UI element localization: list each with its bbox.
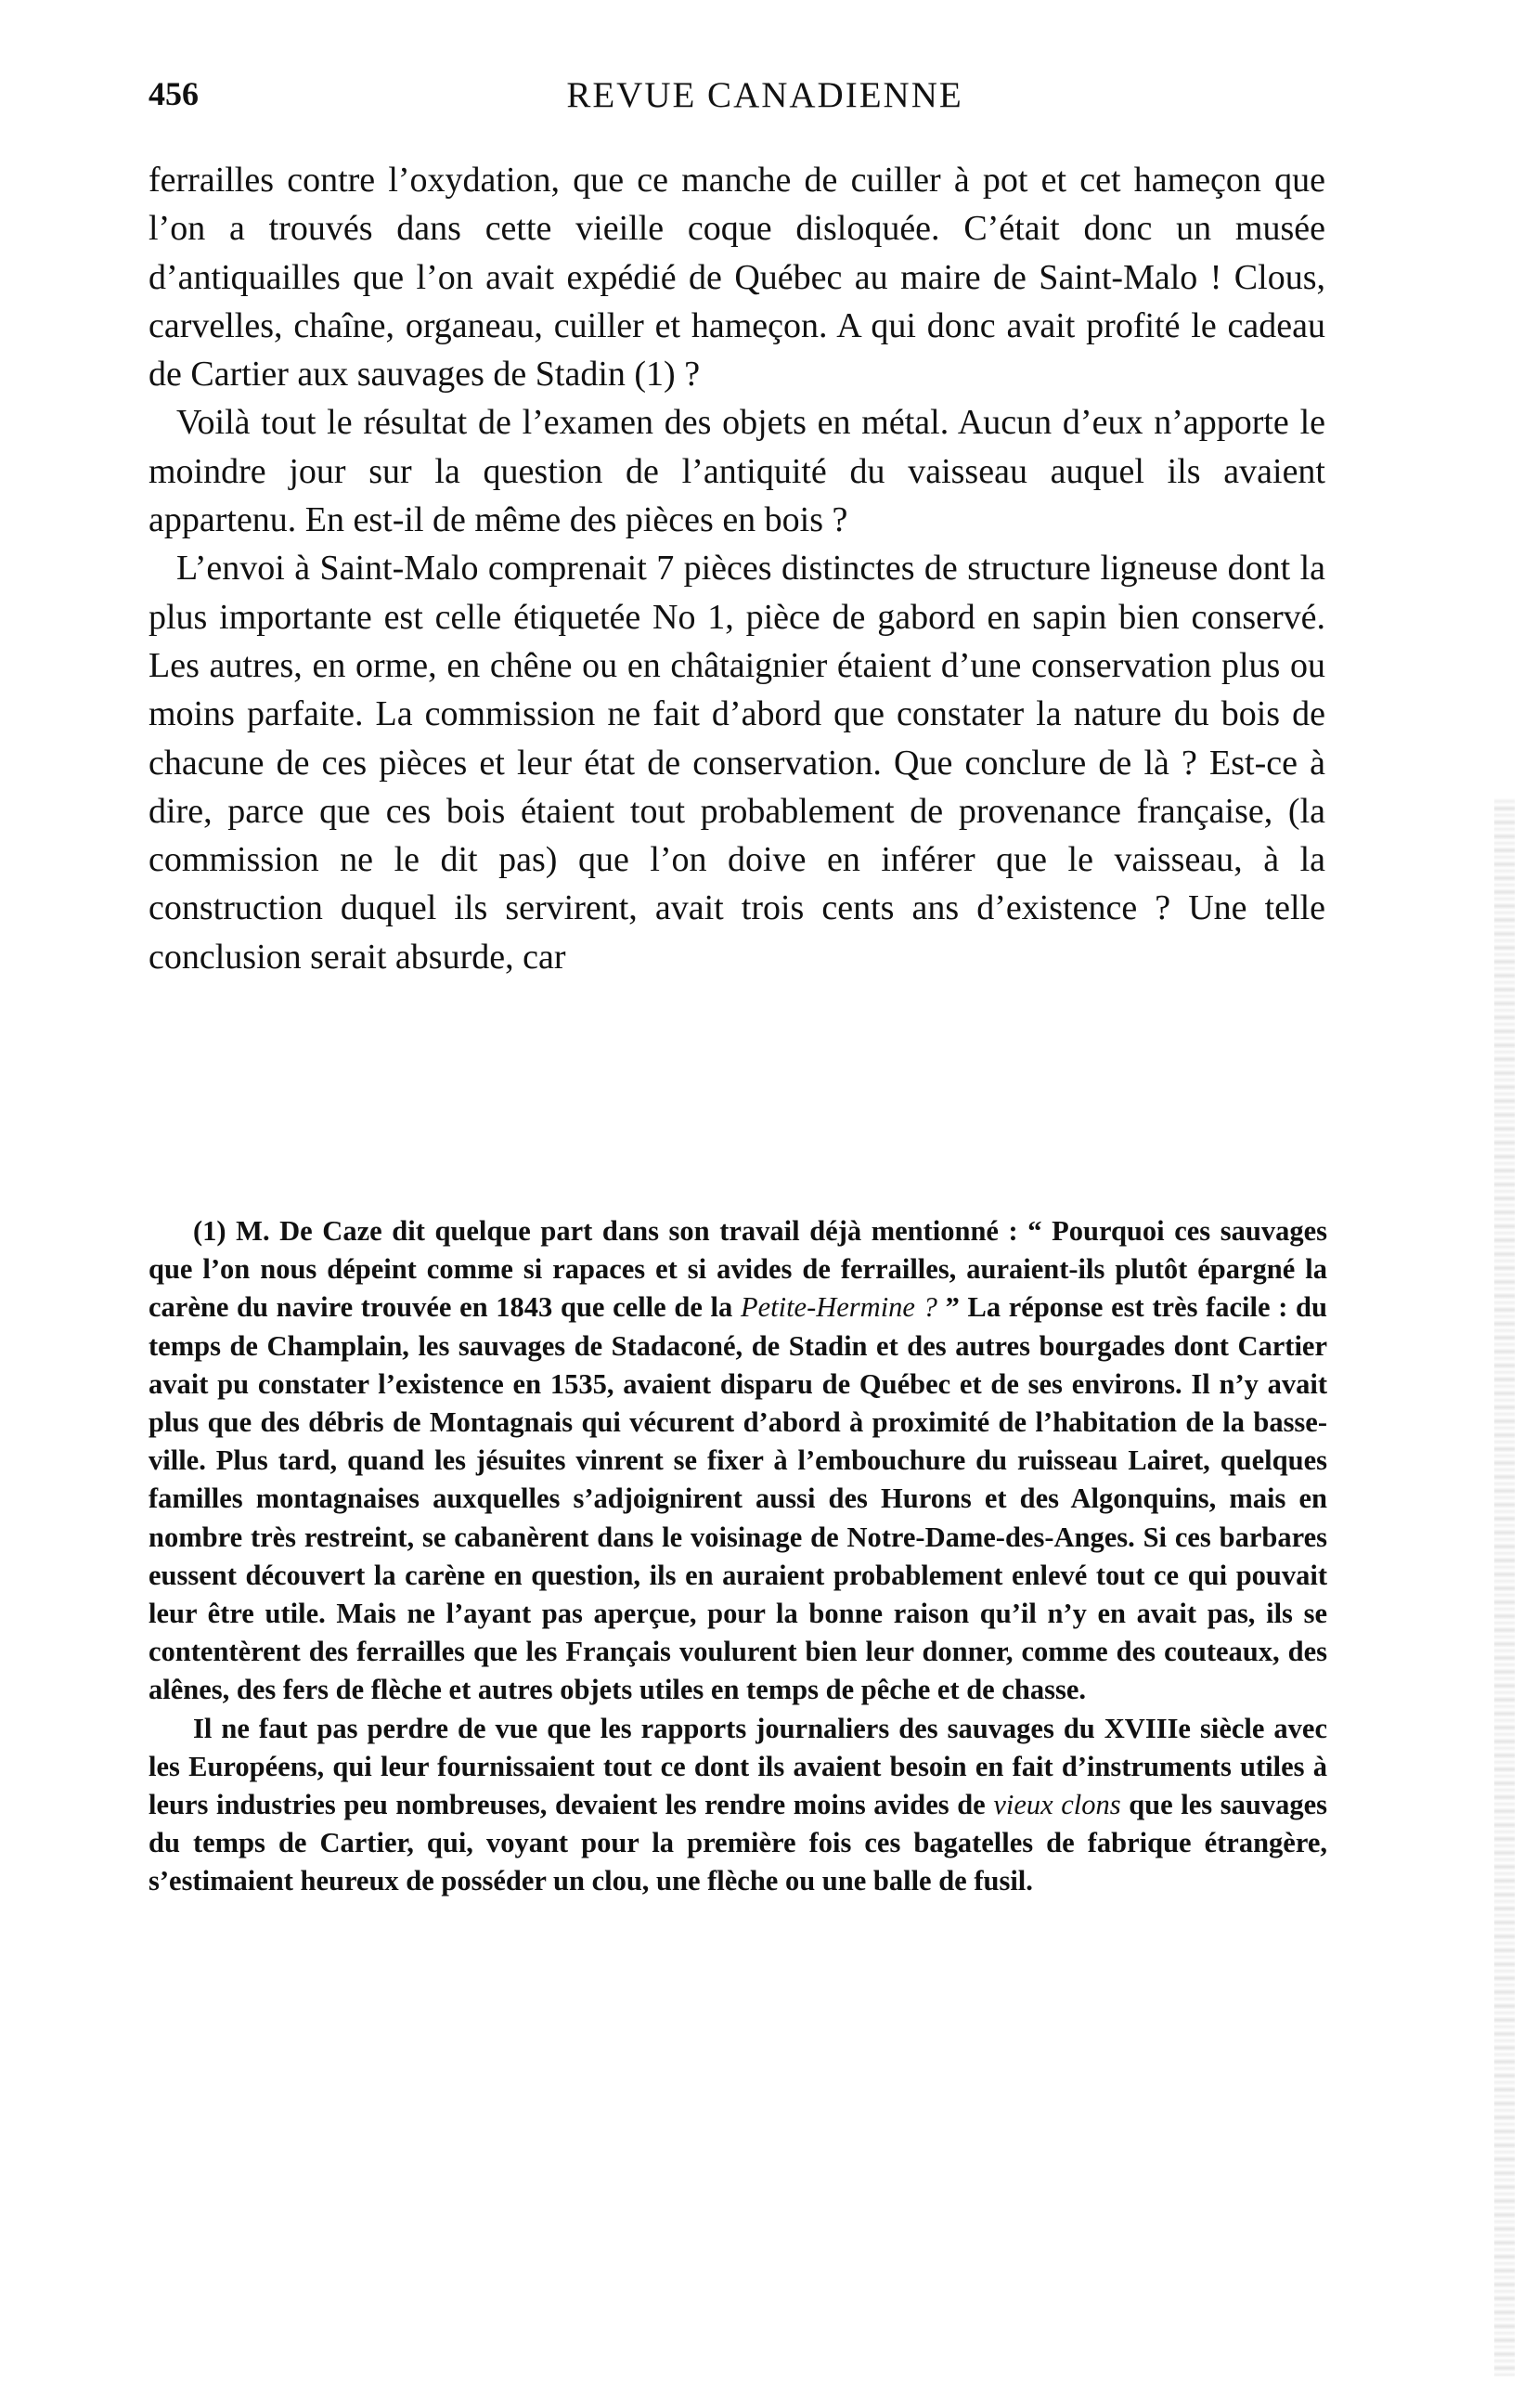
footnote-italic-title: Petite-Hermine ? bbox=[740, 1291, 937, 1324]
running-title: REVUE CANADIENNE bbox=[566, 75, 963, 115]
body-paragraph-2: Voilà tout le résultat de l’examen des objets en métal. Aucun d’eux n’apporte le moindre jour sur la question de l’antiquité du vaisseau auquel ils avaient appartenu. En est-il de même des pièces en bois ? bbox=[149, 403, 1325, 540]
page-number: 456 bbox=[149, 75, 199, 112]
main-text bbox=[149, 156, 1325, 981]
footnote-text: (1) M. De Caze dit quelque part dans son travail déjà mentionné : “ Pourquoi ces sauvages que l’on nous dépeint comme si rapaces et si avides de ferrailles, auraient-ils plutôt épargné la carène du navire trouvée en 1843 que celle de la bbox=[149, 1215, 1327, 1324]
scan-edge-shadow bbox=[1494, 798, 1515, 2376]
footnote-paragraph-2 bbox=[149, 1710, 1327, 1901]
footnote-text: que les sauvages du temps de Cartier, qui, voyant pour la première fois ces bagatelles de fabrique étrangère, s’estimaient heureux de posséder un clou, une flèche ou une balle de fusil. bbox=[149, 1789, 1327, 1897]
page-header bbox=[149, 74, 1325, 123]
body-paragraph-1: ferrailles contre l’oxydation, que ce manche de cuiller à pot et cet hameçon que l’on a trouvés dans cette vieille coque disloquée. C’était donc un musée d’antiquailles que l’on avait expédié de Québec au maire de Saint-Malo ! Clous, carvelles, chaîne, organeau, cuiller et hameçon. A qui donc avait profité le cadeau de Cartier aux sauvages de Stadin (1) ? bbox=[149, 161, 1325, 395]
footnote-paragraph-1 bbox=[149, 1212, 1327, 1710]
footnote-text: ” La réponse est très facile : du temps de Champlain, les sauvages de Stadaconé, de Stadin et des autres bourgades dont Cartier avait pu constater l’existence en 1535, avaient disparu de Québec et de ses environs. Il n’y avait plus que des débris de Montagnais qui vécurent d’abord à proximité de l’habitation de la basse-ville. Plus tard, quand les jésuites vinrent se fixer à l’embouchure du ruisseau Lairet, quelques familles montagnaises auxquelles s’adjoignirent aussi des Hurons et des Algonquins, mais en nombre très restreint, se cabanèrent dans le voisinage de Notre-Dame-des-Anges. Si ces barbares eussent découvert la carène en question, ils en auraient probablement enlevé tout ce qui pouvait leur être utile. Mais ne l’ayant pas aperçue, pour la bonne raison qu’il n’y en avait pas, ils se contentèrent des ferrailles que les Français voulurent bien leur donner, comme des couteaux, des alênes, des fers de flèche et autres objets utiles en temps de pêche et de chasse. bbox=[149, 1291, 1327, 1706]
body-paragraph-3: L’envoi à Saint-Malo comprenait 7 pièces distinctes de structure ligneuse dont la plus importante est celle étiquetée No 1, pièce de gabord en sapin bien conservé. Les autres, en orme, en chêne ou en châtaignier étaient d’une conservation plus ou moins parfaite. La commission ne fait d’abord que constater la nature du bois de chacune de ces pièces et leur état de conservation. Que conclure de là ? Est-ce à dire, parce que ces bois étaient tout probablement de provenance française, (la commission ne le dit pas) que l’on doive en inférer que le vaisseau, à la construction duquel ils servirent, avait trois cents ans d’existence ? Une telle conclusion serait absurde, car bbox=[149, 549, 1325, 977]
footnote-text: Il ne faut pas perdre de vue que les rapports journaliers des sauvages du XVIIIe siècle avec les Européens, qui leur fournissaient tout ce dont ils avaient besoin en fait d’instruments utiles à leurs industries peu nombreuses, devaient les rendre moins avides de bbox=[149, 1712, 1327, 1821]
footnote-italic-phrase: vieux clons bbox=[993, 1789, 1121, 1821]
footnote-block bbox=[149, 1212, 1327, 1901]
